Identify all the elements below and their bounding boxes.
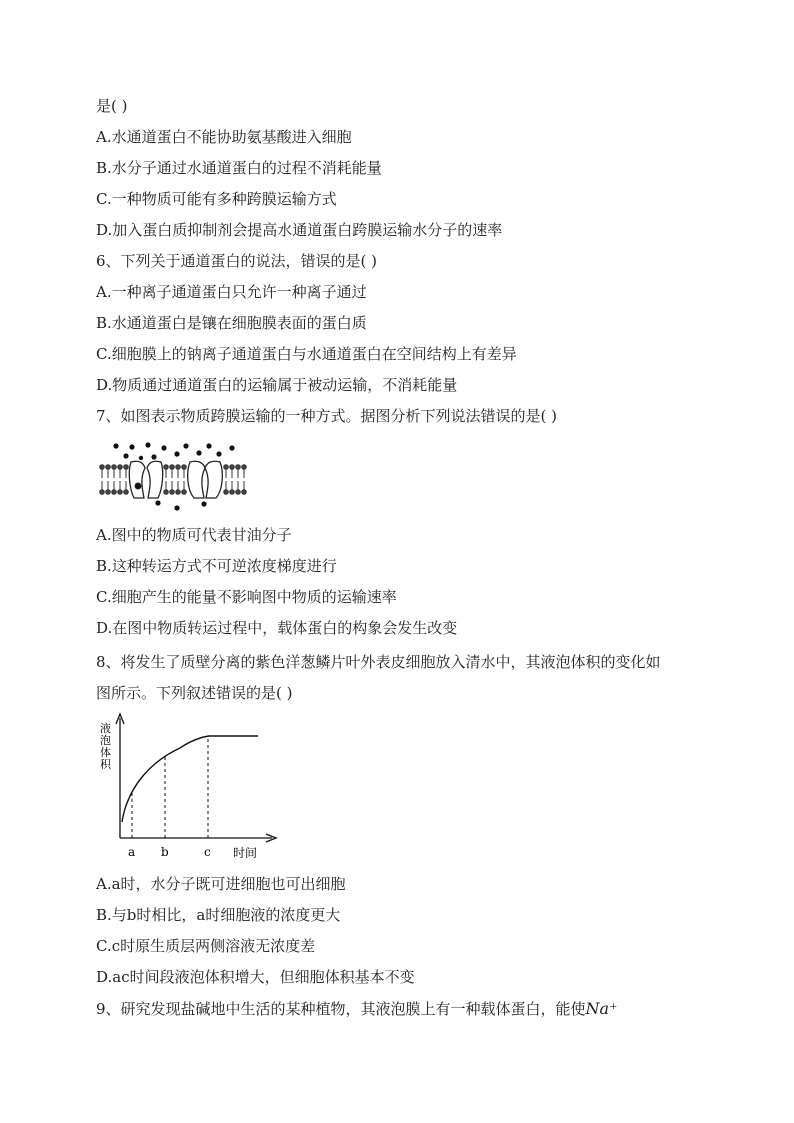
line-18: B.与b时相比，a时细胞液的浓度更大 [96, 906, 341, 924]
carrier-protein-1 [129, 461, 162, 498]
question-8: 8、将发生了质壁分离的紫色洋葱鳞片叶外表皮细胞放入清水中，其液泡体积的变化如 [96, 653, 661, 671]
carrier-protein-2 [188, 461, 223, 498]
line-2: B.水分子通过水通道蛋白的过程不消耗能量 [96, 159, 382, 177]
question-7: 7、如图表示物质跨膜运输的一种方式。据图分析下列说法错误的是( ) [96, 407, 558, 425]
line-12: B.这种转运方式不可逆浓度梯度进行 [96, 557, 337, 575]
question-9-text: 9、研究发现盐碱地中生活的某种植物，其液泡膜上有一种载体蛋白，能使 [96, 1000, 586, 1018]
line-6: A.一种离子通道蛋白只允许一种离子通过 [96, 283, 367, 301]
line-1: A.水通道蛋白不能协助氨基酸进入细胞 [96, 128, 352, 146]
line-13: C.细胞产生的能量不影响图中物质的运输速率 [96, 588, 397, 606]
line-16: 图所示。下列叙述错误的是( ) [96, 684, 293, 702]
volume-curve [122, 736, 258, 822]
line-3: C.一种物质可能有多种跨膜运输方式 [96, 190, 337, 208]
line-20: D.ac时间段液泡体积增大，但细胞体积基本不变 [96, 968, 415, 986]
tick-b: b [161, 845, 169, 859]
line-7: B.水通道蛋白是镶在细胞膜表面的蛋白质 [96, 314, 367, 332]
line-19: C.c时原生质层两侧溶液无浓度差 [96, 937, 316, 955]
question-9 [96, 999, 618, 1019]
line-9: D.物质通过通道蛋白的运输属于被动运输，不消耗能量 [96, 376, 458, 394]
line-14: D.在图中物质转运过程中，载体蛋白的构象会发生改变 [96, 619, 458, 637]
membrane-diagram [98, 440, 248, 515]
particles-bottom [155, 500, 206, 510]
sodium-ion-formula: Na⁺ [585, 999, 618, 1018]
line-11: A.图中的物质可代表甘油分子 [96, 526, 292, 544]
question-6: 6、下列关于通道蛋白的说法，错误的是( ) [96, 252, 378, 270]
x-axis-label: 时间 [233, 846, 258, 860]
dashed-guides [132, 736, 208, 838]
line-4: D.加入蛋白质抑制剂会提高水通道蛋白跨膜运输水分子的速率 [96, 221, 503, 239]
particles-top [113, 442, 234, 460]
tick-c: c [204, 845, 211, 859]
tick-a: a [128, 845, 136, 859]
line-17: A.a时，水分子既可进细胞也可出细胞 [96, 875, 346, 893]
lipid-bilayer [100, 465, 247, 495]
vacuole-volume-graph [96, 712, 280, 864]
y-axis-label: 液泡体积 [100, 722, 111, 771]
line-8: C.细胞膜上的钠离子通道蛋白与水通道蛋白在空间结构上有差异 [96, 345, 517, 363]
line-0: 是( ) [96, 97, 128, 115]
